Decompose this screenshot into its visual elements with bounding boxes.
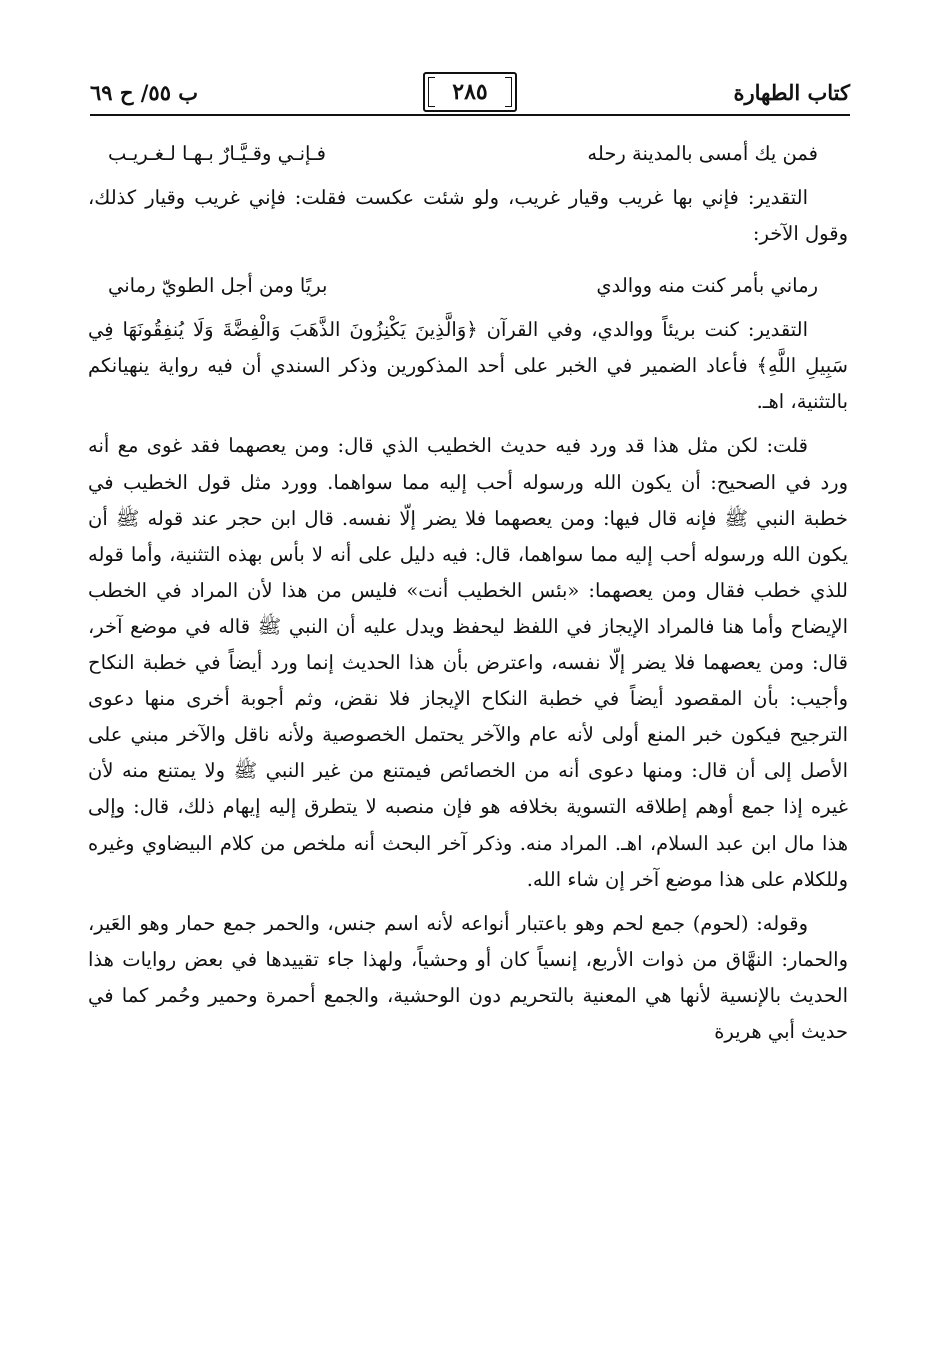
verse-2-second-half: بريًا ومن أجل الطويّ رماني <box>108 274 328 298</box>
verse-1-first-half: فمن يك أمسى بالمدينة رحله <box>587 142 818 165</box>
main-text <box>88 132 848 1050</box>
reference-label: ب ٥٥/ ح ٦٩ <box>90 80 199 105</box>
paragraph-1: التقدير: فإني بها غريب وقيار غريب، ولو شئت عكست فقلت: فإني غريب وقيار كذلك، وقول الآخر: <box>88 186 848 246</box>
paragraph-3: قلت: لكن مثل هذا قد ورد فيه حديث الخطيب الذي قال: ومن يعصهما فقد غوى مع أنه ورد في الصحيح: أن يكون الله ورسوله أحب إليه مما سواهما. وورد مثل قول الخطيب في خطبة النبي ﷺ فإنه قال فيها: ومن يعصهما فلا يضر إلّا نفسه. قال ابن حجر عند قوله ﷺ أن يكون الله ورسوله أحب إليه مما سواهما، قال: فيه دليل على أنه لا بأس بهذه التثنية، وأما قوله للذي خطب فقال ومن يعصهما: «بئس الخطيب أنت» فليس من هذا لأن المراد في الخطب الإيضاح وأما هنا فالمراد الإيجاز في اللفظ ليحفظ ويدل عليه أن النبي ﷺ قاله في موضع آخر، قال: ومن يعصهما فلا يضر إلّا نفسه، واعترض بأن هذا الحديث إنما ورد أيضاً في خطبة النكاح وأجيب: بأن المقصود أيضاً في خطبة النكاح الإيجاز فلا نقض، وثم أجوبة أخرى منها دعوى الترجيح فيكون خبر المنع أولى لأنه عام والآخر يحتمل الخصوصية ولأنه ناقل والآخر مبني على الأصل إلى أن قال: ومنها دعوى أنه من الخصائص فيمتنع من غير النبي ﷺ ولا يمتنع منه لأن غيره إذا جمع أوهم إطلاقه التسوية بخلافه هو فإن منصبه لا يتطرق إليه إيهام ذلك، قال: وإلى هذا مال ابن عبد السلام، اهـ. المراد منه. وذكر آخر البحث أنه ملخص من كلام البيضاوي وغيره وللكلام على هذا موضع آخر إن شاء الله. <box>88 434 848 891</box>
verse-2-first-half: رماني بأمر كنت منه ووالدي <box>596 274 818 298</box>
page-number: ٢٨٥ <box>423 72 517 112</box>
book-title: كتاب الطهارة <box>733 80 850 105</box>
verse-1-second-half: فـإنـي وقـيَّـارٌ بـهـا لـغـريـب <box>108 142 326 165</box>
paragraph-4: وقوله: (لحوم) جمع لحم وهو باعتبار أنواعه لأنه اسم جنس، والحمر جمع حمار وهو العَير، والحمار: النهَّاق من ذوات الأربع، إنسياً كان أو وحشياً، ولهذا جاء تقييدها في بعض روايات هذا الحديث بالإنسية لأنها هي المعنية بالتحريم دون الوحشية، والجمع أحمرة وحمير وحُمر كما في حديث أبي هريرة <box>88 911 848 1043</box>
poetry-verse-2 <box>88 268 848 304</box>
page-header <box>90 72 850 112</box>
poetry-verse-1 <box>88 136 848 172</box>
paragraph-2: التقدير: كنت بريئاً ووالدي، وفي القرآن ﴿وَالَّذِينَ يَكْنِزُونَ الذَّهَبَ وَالْفِضَّةَ وَلَا يُنفِقُونَهَا فِي سَبِيلِ اللَّهِ﴾ فأعاد الضمير في الخبر على أحد المذكورين وذكر السندي أن فيه رواية ينهيانكم بالتثنية، اهـ. <box>88 318 848 414</box>
header-divider <box>90 114 850 116</box>
